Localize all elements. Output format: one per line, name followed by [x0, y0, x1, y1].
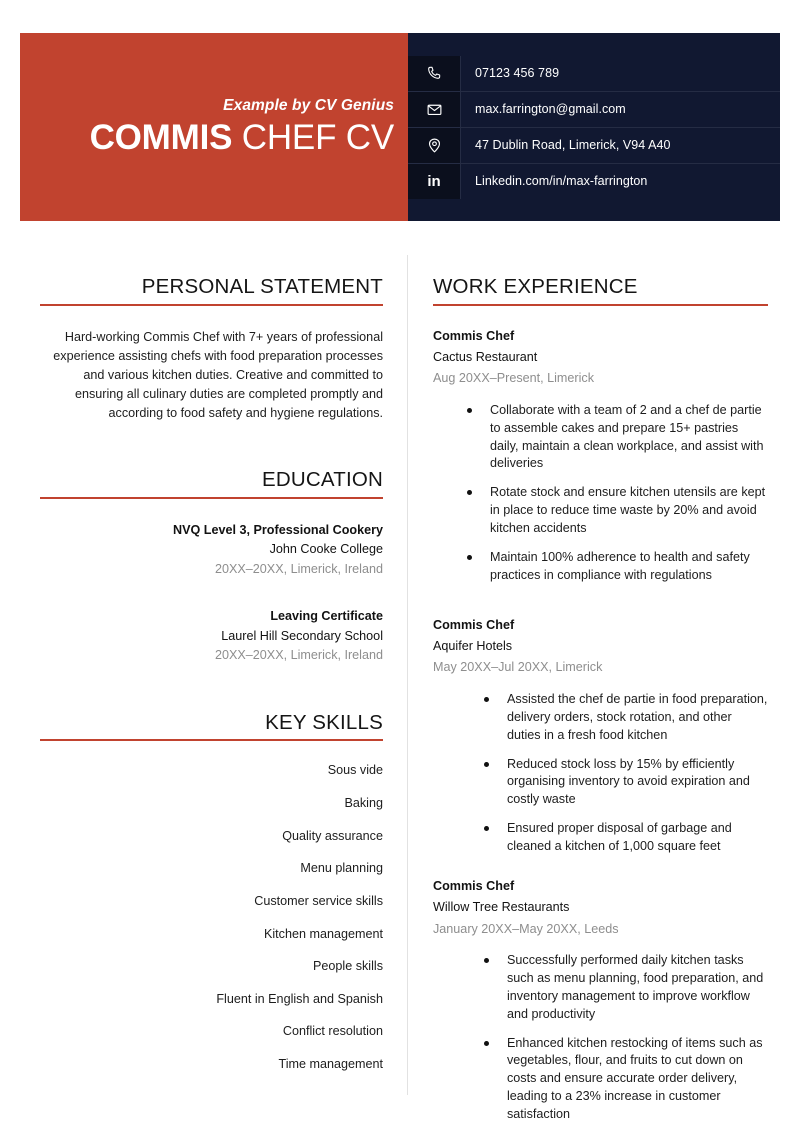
- contact-address-value: 47 Dublin Road, Limerick, V94 A40: [475, 138, 671, 152]
- cv-header: [20, 33, 780, 221]
- education-meta: 20XX–20XX, Limerick, Ireland: [214, 561, 383, 576]
- contact-email-value: max.farrington@gmail.com: [475, 102, 626, 116]
- left-column: [40, 255, 383, 1090]
- section-heading-key-skills: KEY SKILLS: [40, 711, 383, 742]
- work-experience-entry: [433, 326, 768, 585]
- personal-statement-body: Hard-working Commis Chef with 7+ years of professional experience assisting chefs with food preparation processes and various kitchen duties. Creative and committed to ensuring all culinary duties are completed promptly and according to food safety and hygiene regulations.: [53, 329, 383, 421]
- job-title: Commis Chef: [433, 878, 515, 893]
- section-heading-work-experience: WORK EXPERIENCE: [433, 275, 768, 306]
- section-heading-education: EDUCATION: [40, 468, 383, 499]
- education-entry: [40, 521, 383, 580]
- list-item: People skills: [313, 959, 383, 974]
- contact-row-phone[interactable]: [408, 56, 780, 91]
- job-bullet-list: [433, 952, 768, 1124]
- list-item: Ensured proper disposal of garbage and cleaned a kitchen of 1,000 square feet: [484, 820, 768, 856]
- list-item: Maintain 100% adherence to health and safety practices in compliance with regulations: [467, 549, 768, 585]
- list-item: Time management: [278, 1056, 383, 1071]
- page-title: [90, 119, 394, 157]
- header-tagline: Example by CV Genius: [223, 97, 394, 115]
- header-title-block: [20, 33, 408, 221]
- section-heading-personal-statement: PERSONAL STATEMENT: [40, 275, 383, 306]
- list-item: Assisted the chef de partie in food preparation, delivery orders, stock rotation, and other duties in a fresh food kitchen: [484, 691, 768, 745]
- contact-row-email[interactable]: [408, 91, 780, 127]
- location-pin-icon: [408, 128, 461, 163]
- job-bullet-list: [433, 691, 768, 856]
- list-item: Baking: [344, 796, 383, 811]
- job-meta: May 20XX–Jul 20XX, Limerick: [433, 660, 603, 675]
- right-column: [433, 255, 768, 1135]
- contact-panel: [408, 33, 780, 221]
- work-experience-entry: [433, 876, 768, 1124]
- envelope-icon: [408, 92, 461, 127]
- page-title-rest: CHEF CV: [232, 118, 394, 158]
- linkedin-glyph: in: [427, 172, 441, 190]
- job-meta: January 20XX–May 20XX, Leeds: [433, 921, 619, 936]
- contact-row-linkedin[interactable]: [408, 163, 780, 199]
- list-item: Fluent in English and Spanish: [216, 991, 383, 1006]
- list-item: Menu planning: [300, 861, 383, 876]
- job-title: Commis Chef: [433, 617, 515, 632]
- contact-linkedin-value: Linkedin.com/in/max-farrington: [475, 174, 648, 188]
- education-meta: 20XX–20XX, Limerick, Ireland: [214, 648, 383, 663]
- job-company: Aquifer Hotels: [433, 639, 513, 654]
- job-meta: Aug 20XX–Present, Limerick: [433, 371, 595, 386]
- list-item: Sous vide: [327, 763, 383, 778]
- column-divider: [407, 255, 408, 1095]
- list-item: Conflict resolution: [282, 1024, 383, 1039]
- contact-phone-value: 07123 456 789: [475, 66, 560, 80]
- list-item: Enhanced kitchen restocking of items such as vegetables, flour, and fruits to cut down on costs and ensure accurate order delivery, leading to a 23% increase in customer satisfaction: [484, 1035, 768, 1124]
- job-title: Commis Chef: [433, 328, 515, 343]
- list-item: Quality assurance: [282, 828, 383, 843]
- key-skills-list: [40, 763, 383, 1072]
- education-entry: [40, 607, 383, 666]
- list-item: Customer service skills: [254, 893, 383, 908]
- education-degree: Leaving Certificate: [270, 609, 383, 624]
- phone-icon: [408, 56, 461, 91]
- list-item: Collaborate with a team of 2 and a chef de partie to assemble cakes and prepare 15+ pastries daily, maintain a clean workplace, and assist with deliveries: [467, 402, 768, 474]
- list-item: Reduced stock loss by 15% by efficiently organising inventory to avoid expiration and costly waste: [484, 756, 768, 810]
- education-school: John Cooke College: [269, 542, 383, 557]
- contact-row-address[interactable]: [408, 127, 780, 163]
- linkedin-icon: [408, 164, 461, 199]
- education-degree: NVQ Level 3, Professional Cookery: [173, 522, 383, 537]
- job-company: Willow Tree Restaurants: [433, 900, 570, 915]
- list-item: Kitchen management: [263, 926, 383, 941]
- education-school: Laurel Hill Secondary School: [221, 628, 383, 643]
- list-item: Rotate stock and ensure kitchen utensils are kept in place to reduce time waste by 20% and avoid kitchen accidents: [467, 484, 768, 538]
- list-item: Successfully performed daily kitchen tasks such as menu planning, food preparation, and inventory management to improve workflow and productivity: [484, 952, 768, 1024]
- job-company: Cactus Restaurant: [433, 349, 538, 364]
- work-experience-entry: [433, 615, 768, 856]
- page-title-bold: COMMIS: [89, 118, 233, 158]
- job-bullet-list: [433, 402, 768, 585]
